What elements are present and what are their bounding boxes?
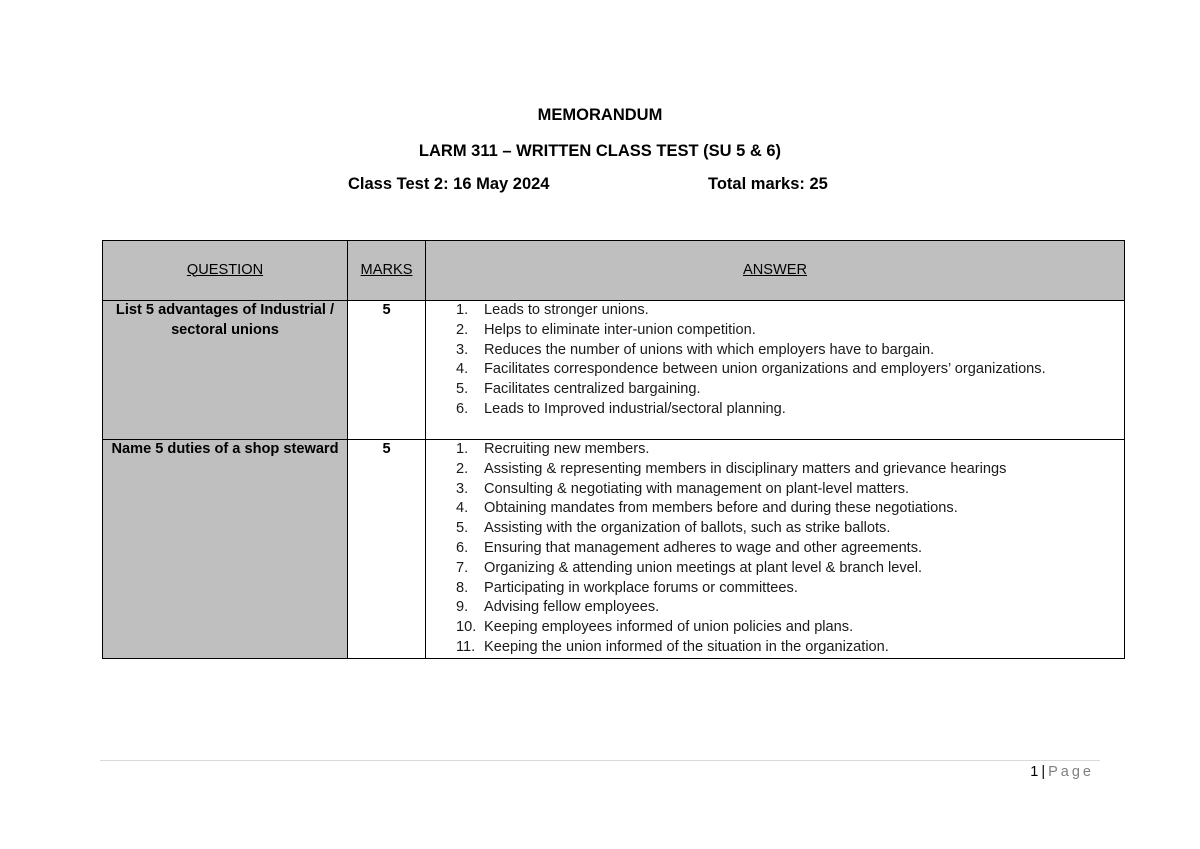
page-number: 1 [1030,764,1039,780]
list-item [426,360,1114,380]
table-row [103,301,1125,440]
item-number: 8. [456,579,469,596]
item-text: Assisting & representing members in disciplinary matters and grievance hearings [484,460,1007,477]
list-item [426,301,1114,321]
item-text: Advising fellow employees. [484,599,660,616]
item-number: 9. [456,599,469,616]
total-marks: Total marks: 25 [708,175,828,193]
item-text: Reduces the number of unions with which employers have to bargain. [484,341,935,358]
item-text: Keeping the union informed of the situation in the organization. [484,638,889,655]
item-number: 6. [456,539,469,556]
item-number: 1. [456,441,469,457]
page-label: Page [1048,764,1094,780]
item-number: 11. [456,638,476,655]
column-header-answer: ANSWER [426,241,1125,301]
item-number: 3. [456,480,469,497]
item-text: Helps to eliminate inter-union competition. [484,321,756,338]
item-text: Participating in workplace forums or committees. [484,579,798,596]
question-cell: List 5 advantages of Industrial / sectoral unions [103,301,348,440]
list-item [426,341,1114,361]
document-title: MEMORANDUM [537,106,663,124]
list-item [426,539,1114,559]
item-text: Organizing & attending union meetings at plant level & branch level. [484,559,923,576]
item-text: Leads to stronger unions. [484,302,649,318]
item-text: Keeping employees informed of union policies and plans. [484,619,854,636]
item-text: Leads to Improved industrial/sectoral planning. [484,400,786,417]
list-item [426,598,1114,618]
page-separator: | [1041,764,1046,780]
item-text: Assisting with the organization of ballots, such as strike ballots. [484,520,891,537]
item-number: 5. [456,381,469,398]
item-number: 10. [456,619,477,636]
list-item [426,480,1114,500]
table-header-row [103,241,1125,301]
answer-cell [426,301,1125,440]
marks-cell: 5 [348,440,426,659]
item-number: 2. [456,321,469,338]
item-number: 3. [456,341,469,358]
item-number: 4. [456,500,469,517]
list-item [426,440,1114,460]
answer-list [426,301,1124,420]
item-number: 7. [456,559,469,576]
item-number: 6. [456,400,469,417]
item-text: Consulting & negotiating with management on plant-level matters. [484,480,910,497]
item-text: Facilitates correspondence between union organizations and employers’ organizations. [484,361,1046,378]
answer-list [426,440,1124,658]
column-header-marks: MARKS [348,241,426,301]
answer-cell [426,440,1125,659]
list-item [426,499,1114,519]
item-number: 4. [456,361,469,378]
question-cell: Name 5 duties of a shop steward [103,440,348,659]
column-header-question: QUESTION [103,241,348,301]
list-item [426,618,1114,638]
list-item [426,380,1114,400]
list-item [426,460,1114,480]
item-text: Recruiting new members. [484,441,650,457]
table-row [103,440,1125,659]
list-item [426,400,1114,420]
item-text: Facilitates centralized bargaining. [484,381,701,398]
list-item [426,559,1114,579]
item-number: 1. [456,302,469,318]
item-text: Obtaining mandates from members before and during these negotiations. [484,500,958,517]
document-subtitle: LARM 311 – WRITTEN CLASS TEST (SU 5 & 6) [418,142,782,160]
memorandum-table [102,240,1125,659]
item-number: 2. [456,460,469,477]
footer-divider [100,760,1100,761]
list-item [426,519,1114,539]
test-date: Class Test 2: 16 May 2024 [348,175,550,193]
list-item [426,321,1114,341]
list-item [426,638,1114,658]
page-footer [1030,763,1094,781]
item-text: Ensuring that management adheres to wage and other agreements. [484,539,923,556]
list-item [426,579,1114,599]
item-number: 5. [456,520,469,537]
marks-cell: 5 [348,301,426,440]
